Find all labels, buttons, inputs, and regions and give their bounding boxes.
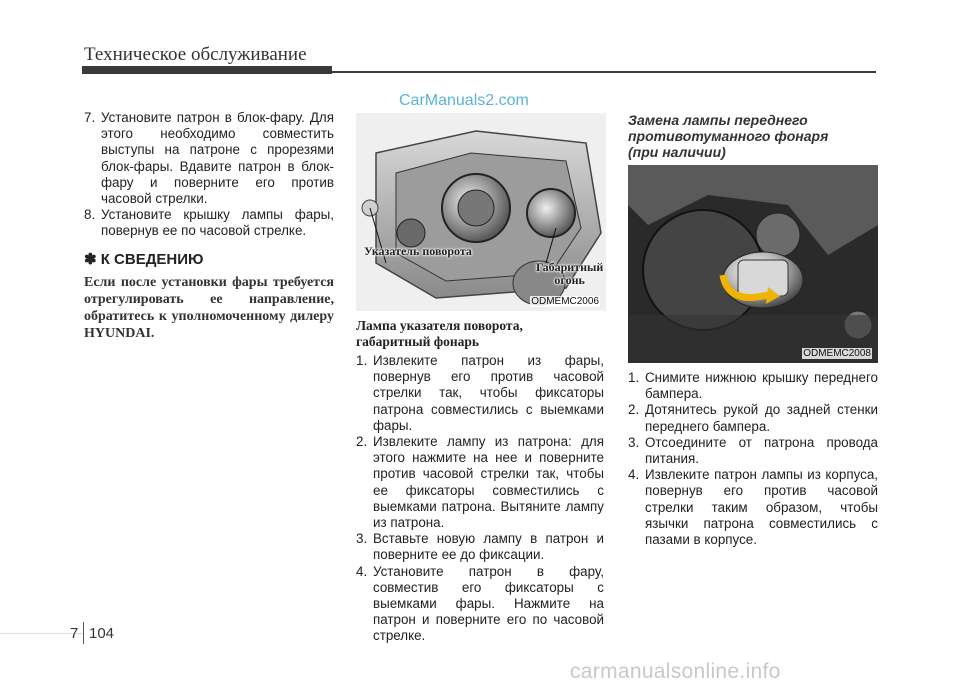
section-title: Техническое обслуживание [84,44,307,65]
fog-lamp-photo [628,165,878,363]
label-turn-signal: Указатель поворота [364,244,472,258]
right-title [628,112,878,160]
subtitle-line2: габаритный фонарь [356,334,480,349]
fog-lamp-title [628,112,878,160]
step-text: Вставьте новую лампу в патрон и поверните ее до фиксации. [373,531,604,563]
footer-divider [83,622,84,644]
step-text: Извлеките патрон лампы из корпуса, повернув его против часовой стрелки таким образом, чтобы язычки патрона совместились с пазами в корпусе. [645,467,878,548]
step-item [84,207,334,239]
image-code: ODMEMC2006 [531,296,599,307]
step-number: 2. [356,434,368,450]
title-line3: (при наличии) [628,144,726,160]
title-line1: Замена лампы переднего [628,112,808,128]
step-number: 8. [84,207,96,223]
headlamp-rear-photo [356,113,606,311]
step-item [84,110,334,207]
step-item [356,531,604,563]
page-number: 104 [89,625,115,642]
step-item [628,402,878,434]
left-column [84,110,334,342]
step-text: Снимите нижнюю крышку переднего бампера. [645,370,878,402]
step-number: 1. [356,353,368,368]
title-line2: противотуманного фонаря [628,128,829,144]
step-text: Установите патрон в блок-фару. Для этого необходимо совместить выступы на патроне с прорезями блок-фары. Вдавите патрон в блок-фару и поверните его против часовой стрелки. [101,110,334,207]
middle-column [356,318,604,645]
step-text: Установите патрон в фару, совместив его фиксаторы с выемками фары. Нажмите на патрон и поверните его по часовой стрелке. [373,563,604,644]
step-number: 1. [628,370,640,385]
info-title: ✽ К СВЕДЕНИЮ [84,250,204,268]
step-item [628,435,878,467]
step-text: Установите крышку лампы фары, повернув ее по часовой стрелке. [101,207,334,239]
step-item [356,353,604,434]
step-number: 4. [628,467,640,483]
info-text: Если после установки фары требуется отрегулировать ее направление, обратитесь к уполномоченному дилеру HYUNDAI. [84,274,334,341]
step-item [628,467,878,548]
step-item [628,370,878,402]
label-position-line2: огонь [554,273,585,287]
step-text: Отсоедините от патрона провода питания. [645,434,878,467]
chapter-number: 7 [70,625,79,642]
step-item [356,434,604,531]
step-text: Извлеките лампу из патрона: для этого нажмите на нее и поверните против часовой стрелки так, чтобы ее фиксаторы совместились с выемками патрона. Вытяните лампу из патрона. [373,434,604,531]
step-number: 3. [628,434,640,450]
subtitle-line1: Лампа указателя поворота, [356,318,523,333]
fog-lamp-illustration [628,165,878,363]
step-text: Извлеките патрон из фары, повернув его против часовой стрелки так, чтобы фиксаторы патрона совместились с выемками фары. [373,353,604,433]
step-number: 2. [628,402,640,418]
step-item [356,564,604,645]
subtitle [356,318,604,350]
step-text: Дотянитесь рукой до задней стенки переднего бампера. [645,402,878,434]
right-steps [628,370,878,548]
label-position-line1: Габаритный [536,260,604,274]
step-number: 4. [356,563,368,579]
watermark-top: CarManuals2.com [399,92,529,109]
image-code: ODMEMC2008 [803,348,871,359]
left-steps [84,110,334,240]
middle-steps [356,353,604,645]
step-number: 7. [84,110,96,125]
header-rule [332,71,876,73]
label-position-lamp [536,261,603,287]
header-bar [82,66,332,74]
step-number: 3. [356,531,368,547]
right-column [628,370,878,548]
watermark-bottom: carmanualsonline.info [570,660,781,683]
